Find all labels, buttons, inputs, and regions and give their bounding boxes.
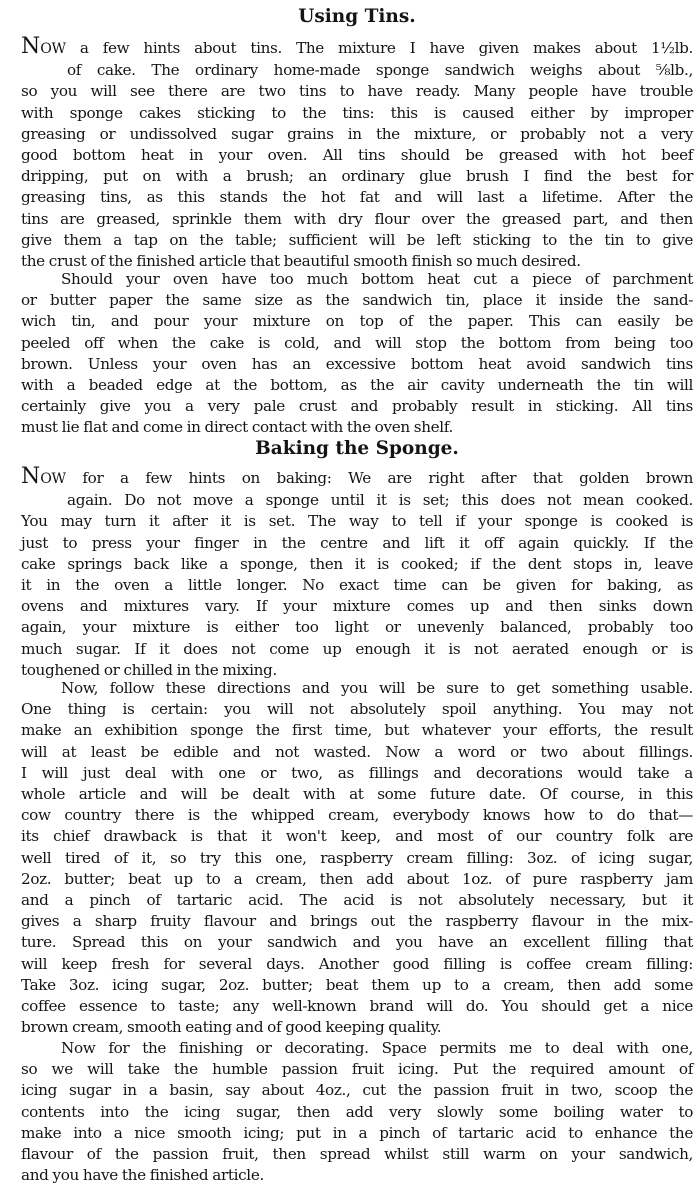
text-line: I will just deal with one or two, as fillings and decorations would take a (21, 763, 693, 782)
text-line: will at least be edible and not wasted. Now a word or two about fillings. (21, 742, 693, 761)
text-line: of cake. The ordinary home-made sponge sandwich weighs about ⅝lb., (67, 61, 693, 80)
text-line: with sponge cakes sticking to the tins: this is caused either by improper (21, 103, 693, 122)
text-line: coffee essence to taste; any well-known brand will do. You should get a nice (21, 997, 693, 1016)
text-line: ture. Spread this on your sandwich and you have an excellent filling that (21, 933, 693, 952)
text-line: NOW a few hints about tins. The mixture I have given makes about 1½lb. (21, 34, 693, 59)
text-line: its chief drawback is that it won't keep, and most of our country folk are (21, 827, 693, 846)
text-line: brown cream, smooth eating and of good keeping quality. (21, 1018, 442, 1037)
text-line: You may turn it after it is set. The way to tell if your sponge is cooked is (21, 512, 693, 531)
text-line: much sugar. If it does not come up enough it is not aerated enough or is (21, 639, 693, 658)
text-line: will keep fresh for several days. Another good filling is coffee cream filling: (21, 954, 693, 973)
text-line: give them a tap on the table; sufficient will be left sticking to the tin to give (21, 230, 693, 249)
section-heading: Using Tins. (298, 6, 416, 27)
text-line: just to press your finger in the centre and lift it off again quickly. If the (21, 533, 693, 552)
text-line: greasing or undissolved sugar grains in the mixture, or probably not a very (21, 124, 693, 143)
text-line: again, your mixture is either too light or unevenly balanced, probably too (21, 618, 693, 637)
paragraph (21, 466, 693, 681)
text-line: icing sugar in a basin, say about 4oz., cut the passion fruit in two, scoop the (21, 1081, 693, 1100)
drop-cap: N (21, 34, 41, 59)
section-heading: Baking the Sponge. (255, 438, 459, 459)
text-line: brown. Unless your oven has an excessive bottom heat avoid sandwich tins (21, 354, 693, 373)
text-line: with a beaded edge at the bottom, as the air cavity underneath the tin will (21, 376, 693, 395)
paragraph (21, 678, 693, 1038)
text-line: contents into the icing sugar, then add very slowly some boiling water to (21, 1102, 693, 1121)
text-line: tins are greased, sprinkle them with dry flour over the greased part, and then (21, 209, 693, 228)
text-line: again. Do not move a sponge until it is set; this does not mean cooked. (67, 491, 693, 510)
text-line: cake springs back like a sponge, then it is cooked; if the dent stops in, leave (21, 554, 693, 573)
drop-cap: N (21, 464, 41, 489)
text-line: ovens and mixtures vary. If your mixture comes up and then sinks down (21, 597, 693, 616)
text-line: good bottom heat in your oven. All tins should be greased with hot beef (21, 146, 693, 165)
text-line: make an exhibition sponge the first time, but whatever your efforts, the result (21, 721, 693, 740)
text-line: peeled off when the cake is cold, and will stop the bottom from being too (21, 333, 693, 352)
text-line: the crust of the finished article that beautiful smooth finish so much desired. (21, 252, 581, 271)
text-line: whole article and will be dealt with at some future date. Of course, in this (21, 785, 693, 804)
text-line: One thing is certain: you will not absolutely spoil anything. You may not (21, 700, 693, 719)
text-line: gives a sharp fruity flavour and brings out the raspberry flavour in the mix- (21, 912, 693, 931)
text-line: 2oz. butter; beat up to a cream, then add about 1oz. of pure raspberry jam (21, 869, 693, 888)
text-line: wich tin, and pour your mixture on top of the paper. This can easily be (21, 312, 693, 331)
text-line: certainly give you a very pale crust and probably result in sticking. All tins (21, 397, 693, 416)
text-line: and a pinch of tartaric acid. The acid is not absolutely necessary, but it (21, 891, 693, 910)
text-line: Now, follow these directions and you will be sure to get something usable. (61, 679, 693, 697)
text-line: so you will see there are two tins to have ready. Many people have trouble (21, 82, 693, 101)
lead-word: OW (40, 41, 66, 57)
text-line: greasing tins, as this stands the hot fat and will last a lifetime. After the (21, 188, 693, 207)
text-line: Should your oven have too much bottom heat cut a piece of parchment (61, 270, 693, 288)
text-line: dripping, put on with a brush; an ordinary glue brush I find the best for (21, 167, 693, 186)
text-line: well tired of it, so try this one, raspberry cream filling: 3oz. of icing sugar, (21, 848, 693, 867)
text-line: or butter paper the same size as the sandwich tin, place it inside the sand- (21, 291, 693, 310)
text-line: so we will take the humble passion fruit icing. Put the required amount of (21, 1060, 693, 1079)
text-line: must lie flat and come in direct contact with the oven shelf. (21, 418, 453, 437)
text-line: and you have the finished article. (21, 1166, 264, 1185)
text-line: Now for the finishing or decorating. Space permits me to deal with one, (61, 1039, 693, 1057)
paragraph (21, 1038, 693, 1186)
text-line: NOW for a few hints on baking: We are right after that golden brown (21, 464, 693, 489)
paragraph (21, 36, 693, 272)
paragraph (21, 269, 693, 439)
text-line: it in the oven a little longer. No exact time can be given for baking, as (21, 576, 693, 595)
text-line: toughened or chilled in the mixing. (21, 660, 277, 679)
text-line: cow country there is the whipped cream, everybody knows how to do that— (21, 806, 693, 825)
text-line: flavour of the passion fruit, then spread whilst still warm on your sandwich, (21, 1145, 693, 1164)
text-line: Take 3oz. icing sugar, 2oz. butter; beat them up to a cream, then add some (21, 975, 693, 994)
text-line: make into a nice smooth icing; put in a pinch of tartaric acid to enhance the (21, 1123, 693, 1142)
lead-word: OW (40, 471, 66, 487)
